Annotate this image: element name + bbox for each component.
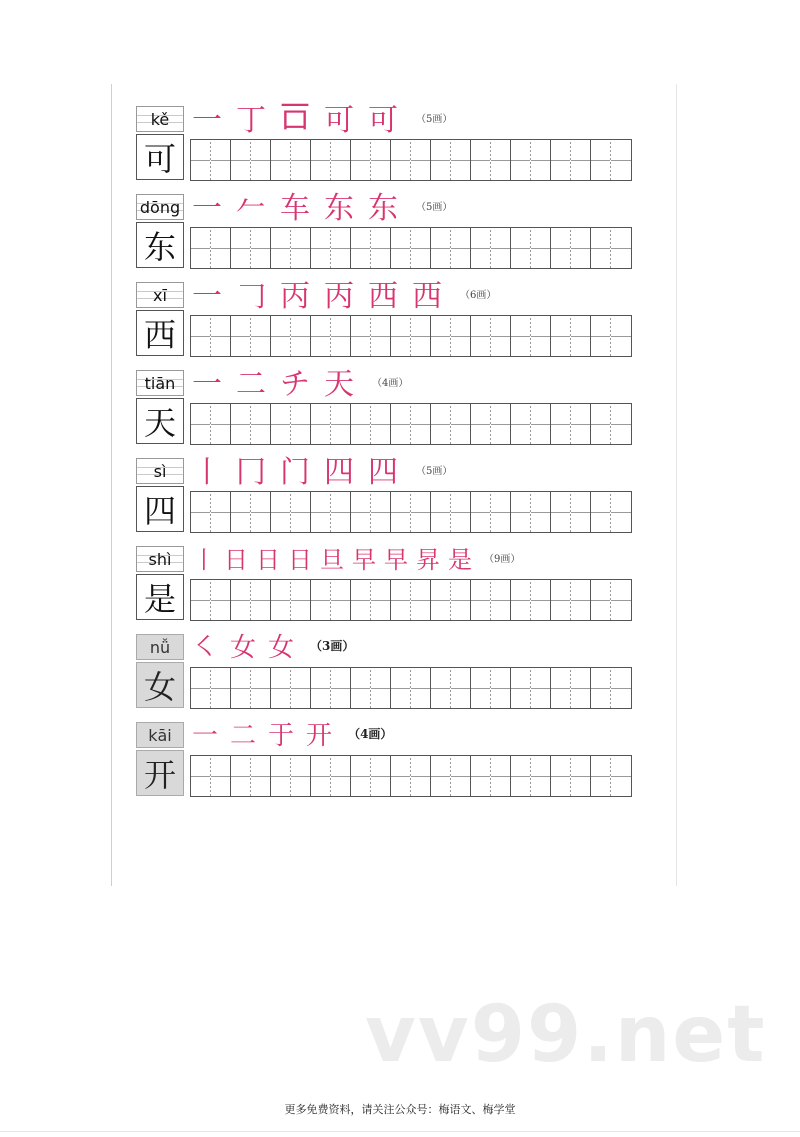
page-footer: 更多免费资料，请关注公众号：梅语文、梅学堂 — [284, 1103, 516, 1116]
stroke-step: 丙 — [324, 279, 354, 314]
stroke-step: 女 — [230, 632, 257, 663]
stroke-step: 四 — [324, 455, 354, 490]
char-row — [112, 622, 676, 710]
char-box: 四 — [136, 486, 184, 532]
practice-grid[interactable] — [190, 403, 632, 445]
practice-grid[interactable] — [190, 755, 632, 797]
char-row — [112, 446, 676, 534]
stroke-step: 可 — [368, 103, 398, 138]
pinyin-box: dōng — [136, 194, 184, 220]
stroke-count: （5画） — [416, 465, 453, 477]
stroke-order — [192, 364, 409, 402]
stroke-step: 一 — [192, 191, 222, 226]
stroke-step: 早 — [384, 545, 408, 574]
pinyin-box: kāi — [136, 722, 184, 748]
page-divider — [0, 1131, 800, 1132]
stroke-step: 西 — [412, 279, 442, 314]
stroke-count: （5画） — [416, 113, 453, 125]
practice-grid[interactable] — [190, 667, 632, 709]
stroke-order — [192, 540, 520, 574]
practice-grid[interactable] — [190, 491, 632, 533]
stroke-step: 日 — [288, 545, 312, 574]
pinyin-box: tiān — [136, 370, 184, 396]
stroke-order — [192, 276, 497, 314]
char-row — [112, 710, 676, 798]
stroke-order — [192, 452, 453, 490]
char-box: 可 — [136, 134, 184, 180]
stroke-step: 女 — [268, 632, 295, 663]
stroke-step: ㇛ — [192, 632, 219, 663]
stroke-count: （3画） — [310, 638, 355, 653]
pinyin-box: sì — [136, 458, 184, 484]
char-box: 是 — [136, 574, 184, 620]
stroke-order — [192, 100, 453, 138]
worksheet — [111, 84, 677, 886]
stroke-step: 西 — [368, 279, 398, 314]
pinyin-box: shì — [136, 546, 184, 572]
char-row — [112, 94, 676, 182]
stroke-step: 一 — [192, 103, 222, 138]
char-box: 女 — [136, 662, 184, 708]
stroke-step: 日 — [256, 545, 280, 574]
stroke-step: 丨 — [192, 455, 222, 490]
stroke-step: 天 — [324, 367, 354, 402]
stroke-step: 𠂉 — [236, 191, 266, 226]
stroke-step: 门 — [280, 455, 310, 490]
stroke-step: 日 — [224, 545, 248, 574]
stroke-count: （5画） — [416, 201, 453, 213]
stroke-step: チ — [280, 367, 310, 402]
char-row — [112, 270, 676, 358]
stroke-count: （6画） — [460, 289, 497, 301]
stroke-step: 于 — [268, 720, 295, 751]
stroke-step: 东 — [368, 191, 398, 226]
stroke-step: 一 — [192, 720, 219, 751]
practice-grid[interactable] — [190, 139, 632, 181]
char-row — [112, 534, 676, 622]
stroke-step: 昇 — [416, 545, 440, 574]
stroke-step: 二 — [230, 720, 257, 751]
stroke-step: 旦 — [320, 545, 344, 574]
pinyin-box: xī — [136, 282, 184, 308]
stroke-step: 一 — [192, 279, 222, 314]
stroke-step: 开 — [306, 720, 333, 751]
stroke-step: 东 — [324, 191, 354, 226]
practice-grid[interactable] — [190, 579, 632, 621]
char-row — [112, 182, 676, 270]
stroke-step: 早 — [352, 545, 376, 574]
watermark: vv99.net — [365, 990, 767, 1080]
stroke-step: 丨 — [192, 545, 216, 574]
stroke-count: （9画） — [484, 553, 521, 565]
char-box: 东 — [136, 222, 184, 268]
stroke-step: 𠮛 — [280, 100, 310, 135]
stroke-step: 冂 — [236, 455, 266, 490]
stroke-step: 一 — [192, 367, 222, 402]
practice-grid[interactable] — [190, 227, 632, 269]
stroke-step: 车 — [280, 191, 310, 226]
stroke-order — [192, 716, 392, 750]
stroke-count: （4画） — [372, 377, 409, 389]
char-row — [112, 358, 676, 446]
stroke-step: 𠃌 — [236, 279, 266, 314]
stroke-step: 四 — [368, 455, 398, 490]
stroke-step: 丁 — [236, 103, 266, 138]
pinyin-box: kě — [136, 106, 184, 132]
stroke-step: 可 — [324, 103, 354, 138]
stroke-step: 是 — [448, 545, 472, 574]
char-box: 开 — [136, 750, 184, 796]
stroke-order — [192, 628, 354, 662]
stroke-order — [192, 188, 453, 226]
char-box: 天 — [136, 398, 184, 444]
stroke-step: 丙 — [280, 279, 310, 314]
stroke-step: 二 — [236, 367, 266, 402]
char-box: 西 — [136, 310, 184, 356]
pinyin-box: nǚ — [136, 634, 184, 660]
practice-grid[interactable] — [190, 315, 632, 357]
stroke-count: （4画） — [348, 726, 393, 741]
